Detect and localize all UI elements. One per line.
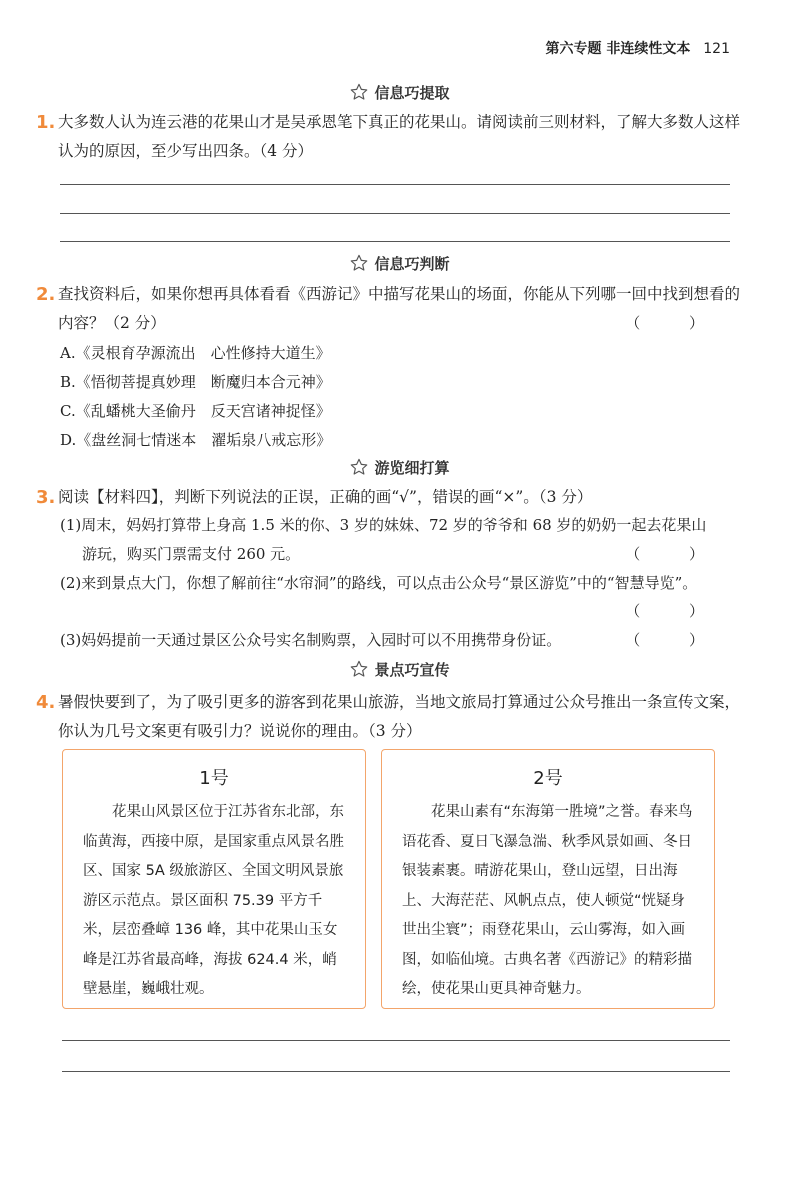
statement-2: (2)来到景点大门，你想了解前往“水帘洞”的路线，可以点击公众号“景区游览”中的“智慧导览”。 (60, 574, 698, 592)
question-3 (36, 483, 740, 512)
answer-line[interactable] (62, 1071, 730, 1072)
header-section: 第六专题 非连续性文本 (545, 41, 691, 57)
option-b: B.《悟彻菩提真妙理 断魔归本合元神》 (60, 373, 331, 391)
copy-box-body: 花果山风景区位于江苏省东北部，东临黄海，西接中原，是国家重点风景名胜区、国家 5A 级旅游区、全国文明风景旅游区示范点。景区面积 75.39 平方千米，层峦叠嶂 136 峰，其中花果山玉女峰是江苏省最高峰，海拔 624.4 米，峭壁悬崖，巍峨壮观。 (83, 804, 344, 997)
answer-bracket[interactable]: （ ） (625, 545, 726, 563)
section-title-2: 信息巧判断 (0, 253, 800, 274)
star-icon (350, 83, 368, 101)
star-icon (350, 254, 368, 272)
copy-box-body: 花果山素有“东海第一胜境”之誉。春来鸟语花香、夏日飞瀑急湍、秋季风景如画、冬日银装素裹。晴游花果山，登山远望，日出海上、大海茫茫、风帆点点，使人顿觉“恍疑身世出尘寰”；雨登花果山，云山雾海，如入画图，如临仙境。古典名著《西游记》的精彩描绘，使花果山更具神奇魅力。 (402, 804, 693, 997)
answer-bracket[interactable]: （ ） (625, 602, 726, 620)
statement-3: (3)妈妈提前一天通过景区公众号实名制购票，入园时可以不用携带身份证。 (60, 631, 562, 649)
question-text: 大多数人认为连云港的花果山才是吴承恩笔下真正的花果山。请阅读前三则材料，了解大多数人这样认为的原因，至少写出四条。（4 分） (58, 113, 741, 160)
section-title-1: 信息巧提取 (0, 82, 800, 103)
question-text: 阅读【材料四】，判断下列说法的正误，正确的画“√”，错误的画“×”。（3 分） (58, 488, 593, 506)
copy-box-2 (381, 749, 715, 1009)
question-text: 查找资料后，如果你想再具体看看《西游记》中描写花果山的场面，你能从下列哪一回中找到想看的内容？（2 分） (58, 285, 741, 332)
question-4 (36, 688, 740, 746)
answer-line[interactable] (60, 241, 730, 242)
section-title-4: 景点巧宣传 (0, 659, 800, 680)
star-icon (350, 660, 368, 678)
question-number: 1. (36, 112, 56, 133)
question-number: 3. (36, 487, 56, 508)
question-1 (36, 108, 740, 166)
copy-box-title: 1号 (199, 768, 229, 789)
answer-line[interactable] (62, 1040, 730, 1041)
question-text: 暑假快要到了，为了吸引更多的游客到花果山旅游，当地文旅局打算通过公众号推出一条宣传文案，你认为几号文案更有吸引力？说说你的理由。（3 分） (58, 693, 741, 740)
answer-line[interactable] (60, 184, 730, 185)
page-header (546, 38, 730, 58)
answer-bracket[interactable]: （ ） (625, 314, 726, 332)
question-number: 2. (36, 284, 56, 305)
option-d: D.《盘丝洞七情迷本 濯垢泉八戒忘形》 (60, 431, 332, 449)
page-number: 121 (703, 41, 730, 57)
question-number: 4. (36, 692, 56, 713)
star-icon (350, 458, 368, 476)
copy-box-1 (62, 749, 366, 1009)
statement-1-line2: 游玩，购买门票需支付 260 元。 (82, 545, 301, 563)
section-title-3: 游览细打算 (0, 457, 800, 478)
answer-bracket[interactable]: （ ） (625, 631, 726, 649)
copy-box-title: 2号 (533, 768, 563, 789)
option-a: A.《灵根育孕源流出 心性修持大道生》 (60, 344, 331, 362)
answer-line[interactable] (60, 213, 730, 214)
statement-1-line1: (1)周末，妈妈打算带上身高 1.5 米的你、3 岁的妹妹、72 岁的爷爷和 68 岁的奶奶一起去花果山 (60, 516, 707, 534)
option-c: C.《乱蟠桃大圣偷丹 反天宫诸神捉怪》 (60, 402, 331, 420)
